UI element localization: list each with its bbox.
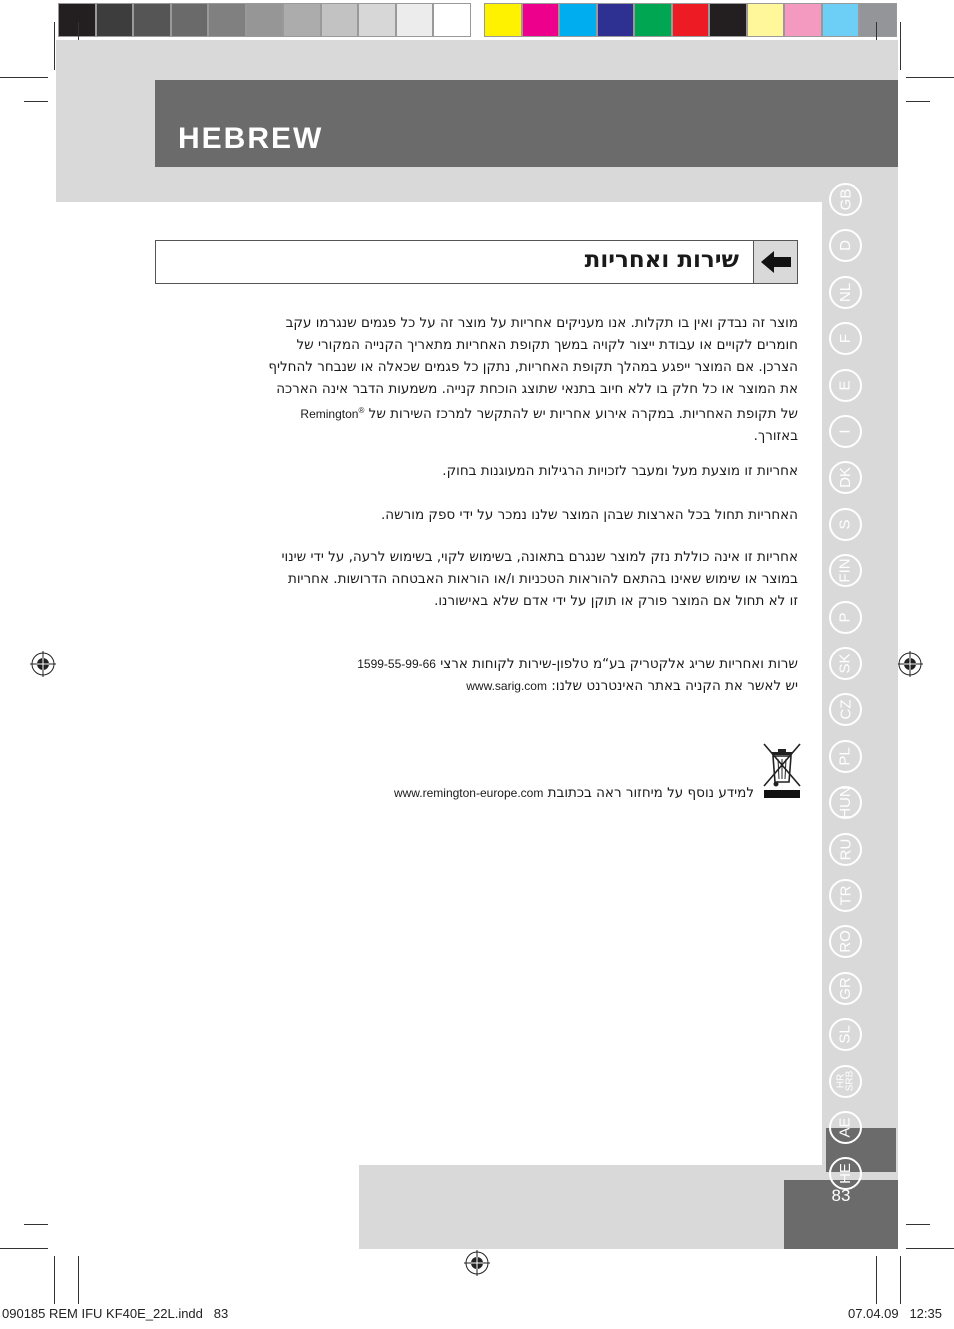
registration-mark: [464, 1250, 490, 1276]
service-url[interactable]: www.sarig.com: [466, 679, 547, 693]
language-tab-label: HR SRB: [835, 1070, 856, 1092]
language-tab-label: GR: [837, 977, 854, 1000]
crop-mark: [54, 1256, 55, 1304]
text-line: [194, 782, 754, 804]
text-line: באזורך.: [753, 428, 798, 444]
language-tab-ae[interactable]: [829, 1111, 862, 1144]
text-fragment: של תקופת האחריות. במקרה אירוע אחריות יש להתקשר למרכז השירות של: [368, 406, 798, 422]
crop-mark: [54, 22, 55, 70]
language-tab-label: I: [836, 429, 854, 434]
crop-mark: [78, 1256, 79, 1304]
color-swatch: [859, 3, 897, 37]
gray-swatch: [58, 3, 96, 37]
language-tab-label: HE: [837, 1163, 854, 1185]
color-swatch: [822, 3, 860, 37]
paragraph-service-contact: [158, 653, 798, 697]
language-tab-label: DK: [837, 467, 854, 489]
gray-swatch: [208, 3, 246, 37]
language-tab-label: GB: [837, 188, 854, 211]
language-tab-label: AE: [836, 1117, 854, 1138]
paragraph-countries: [158, 504, 798, 526]
color-swatch: [597, 3, 635, 37]
text-line: האחריות תחול בכל הארצות שבהן המוצר שלנו נמכר על ידי ספק מורשה.: [380, 507, 798, 523]
crop-mark: [906, 1224, 930, 1225]
registration-mark: [897, 651, 923, 677]
color-swatch: [484, 3, 522, 37]
crop-mark: [876, 1256, 877, 1304]
language-tab-label: PL: [836, 747, 854, 766]
language-tab-label: S: [836, 519, 854, 530]
language-tab-gb[interactable]: [829, 183, 862, 216]
text-line: מוצר זה נבדק ואין בו תקלות. אנו מעניקים אחריות על מוצר זה על כל פגמים שנגרמו עקב: [285, 315, 798, 331]
text-line: [158, 653, 798, 675]
brand-name: Remington®: [300, 406, 365, 421]
crop-mark: [900, 1256, 901, 1304]
language-tab-label: TR: [837, 885, 854, 906]
language-tab-i[interactable]: [829, 415, 862, 448]
text-fragment: למידע נוסף על מיחזור ראה בכתובת: [547, 785, 754, 801]
crop-mark: [906, 1248, 954, 1249]
crop-mark: [24, 101, 48, 102]
recycling-url[interactable]: www.remington-europe.com: [393, 786, 544, 800]
gray-swatch: [171, 3, 209, 37]
footer-file-info: 090185 REM IFU KF40E_22L.indd 83: [2, 1306, 229, 1321]
crop-mark: [900, 22, 901, 70]
text-fragment: יש לאשר את הקניה באתר האינטרנט שלנו:: [551, 678, 798, 694]
language-tab-tr[interactable]: [829, 879, 862, 912]
crossed-out-bin-icon: [762, 742, 802, 800]
language-tab-hr-srb[interactable]: [829, 1065, 862, 1098]
text-line: חומרים לקויים או עבודת ייצור לקויה במשך תקופת האחריות מתאריך הקנייה המקורי של: [296, 337, 798, 353]
language-tab-label: E: [836, 380, 854, 391]
footer-date-time: 07.04.09 12:35: [848, 1306, 942, 1321]
language-tab-f[interactable]: [829, 322, 862, 355]
crop-mark: [906, 77, 954, 78]
language-tab-hun[interactable]: [829, 786, 862, 819]
language-tab-label: F: [836, 334, 854, 344]
language-tab-label: SK: [836, 653, 854, 674]
gray-swatch: [246, 3, 284, 37]
paragraph-warranty: [158, 312, 798, 447]
language-tab-fin[interactable]: [829, 554, 862, 587]
text-line: זו לא תחול אם המוצר פורק או תוקן על ידי אדם שלא באישורנו.: [434, 593, 798, 609]
text-line: את המוצר או כל חלק בו ללא חיוב בתנאי שתוצג הוכחת קנייה. משמעות הדבר אינה הארכה: [276, 381, 798, 397]
color-swatch: [709, 3, 747, 37]
text-line: הצרכן. אם המוצר ייפגע במהלך תקופת האחריות, נתקן כל פגמים שכאלה או שנבחר להחליף: [268, 359, 798, 375]
paragraph-legal-rights: [158, 460, 798, 482]
registration-mark: [30, 651, 56, 677]
crop-mark: [24, 1224, 48, 1225]
text-fragment: שרות ואחריות שריג אלקטריק בע“מ טלפון-שירות לקוחות ארצי: [440, 656, 798, 672]
language-tab-label: SL: [836, 1025, 854, 1044]
section-title: שירות ואחריות: [584, 247, 739, 273]
language-tab-label: P: [836, 612, 854, 623]
page-title: HEBREW: [178, 122, 324, 155]
paragraph-exclusions: [158, 546, 798, 612]
phone-number: 1599-55-99-66: [357, 657, 436, 671]
language-tab-label: NL: [837, 282, 854, 302]
color-swatch: [672, 3, 710, 37]
language-tab-label: D: [837, 240, 854, 252]
language-tab-s[interactable]: [829, 508, 862, 541]
text-line: אחריות זו אינה כוללת נזק למוצר שנגרם בתאונה, בשימוש לקוי, בשימוש לרעה, על ידי שינוי: [281, 549, 798, 565]
color-swatch: [559, 3, 597, 37]
gray-swatch: [133, 3, 171, 37]
gray-swatch: [358, 3, 396, 37]
gray-swatch: [396, 3, 434, 37]
crop-mark: [0, 1248, 48, 1249]
language-tab-sk[interactable]: [829, 647, 862, 680]
paragraph-recycling: [194, 782, 754, 804]
language-tab-label: FIN: [836, 558, 854, 583]
language-tab-sl[interactable]: [829, 1018, 862, 1051]
color-swatch: [634, 3, 672, 37]
gray-swatch: [96, 3, 134, 37]
text-line: אחריות זו מוצעת מעל ומעבר לזכויות הרגילות המעוגנות בחוק.: [442, 463, 798, 479]
language-tab-p[interactable]: [829, 601, 862, 634]
language-tab-label: RO: [837, 930, 854, 954]
language-tab-gr[interactable]: [829, 972, 862, 1005]
page-number: 83: [784, 1180, 898, 1249]
language-tab-label: CZ: [837, 699, 854, 720]
arrow-left-icon: [753, 241, 797, 283]
color-swatch: [784, 3, 822, 37]
gray-swatch: [283, 3, 321, 37]
section-heading-box: [155, 240, 798, 284]
language-tab-e[interactable]: [829, 369, 862, 402]
crop-mark: [906, 101, 930, 102]
language-tab-label: HUN: [837, 786, 854, 819]
crop-mark: [0, 77, 48, 78]
text-line: במוצר או שימוש שאינו בהתאם להוראות הטכניות ו/או הוראות האבטחה הדרושות. אחריות: [287, 571, 798, 587]
color-swatch: [522, 3, 560, 37]
language-tab-ru[interactable]: [829, 833, 862, 866]
language-tab-label: RU: [836, 838, 854, 860]
text-line: [158, 675, 798, 697]
text-line: [158, 400, 798, 425]
gray-swatch: [321, 3, 359, 37]
gray-swatch: [433, 3, 471, 37]
color-swatch: [747, 3, 785, 37]
language-tab-pl[interactable]: [829, 740, 862, 773]
language-tab-nl[interactable]: [829, 276, 862, 309]
